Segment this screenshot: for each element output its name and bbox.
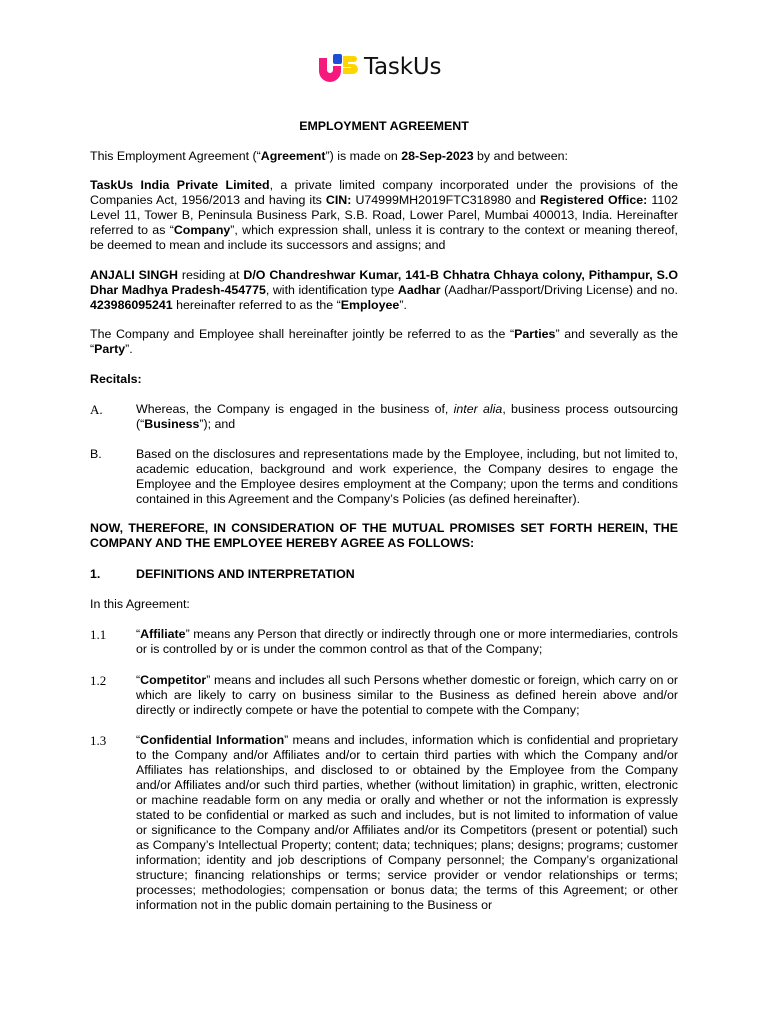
def-1-3-number: 1.3 — [90, 733, 107, 748]
intro-paragraph: This Employment Agreement (“Agreement”) is made on 28-Sep-2023 by and between: — [90, 149, 568, 163]
now-therefore-clause: NOW, THEREFORE, IN CONSIDERATION OF THE MUTUAL PROMISES SET FORTH HEREIN, THE COMPANY AND THE EMPLOYEE HEREBY AGREE AS FOLLOWS: — [90, 521, 678, 550]
def-1-3-text: “Confidential Information” means and includes, information which is confidential and proprietary to the Company and/or Affiliates and/or to certain third parties with which the Company and/or Affiliates has relationships, and disclosed to or obtained by the Employee from the Company and/or Affiliates and/or such third parties, whether (without limitation) in graphic, written, electronic or machine readable form on any media or orally and whether or not the information is expressly stated to be confidential or marked as such and includes, but is not limited to information of value or significance to the Company and/or Affiliates and/or its Competitors (present or potential) such as Company’s Intellectual Property; content; data; techniques; plans; designs; programs; customer information; identity and job descriptions of Company personnel; the Company’s organizational structure; financing relationships or terms; service provider or vendor relationships or terms; processes; methodologies; compensation or bonus data; the terms of this Agreement; or other information not in the public domain pertaining to the Business or — [136, 733, 678, 912]
taskus-logo-icon — [318, 52, 358, 82]
recitals-heading: Recitals: — [90, 372, 142, 386]
def-1-2-text: “Competitor” means and includes all such Persons whether domestic or foreign, which carry on or which are likely to carry on business similar to the Business as defined herein above and/or directly or indirectly compete or have the potential to compete with the Company; — [136, 673, 678, 717]
section-1-number: 1. — [90, 567, 101, 581]
brand-name: TaskUs — [364, 54, 442, 80]
recital-b-label: B. — [90, 447, 102, 461]
employee-paragraph: ANJALI SINGH residing at D/O Chandreshwar Kumar, 141-B Chhatra Chhaya colony, Pithampur, S.O Dhar Madhya Pradesh-454775, with identification type Aadhar (Aadhar/Passport/Driving License) and no. 423986095241 hereinafter referred to as the “Employee”. — [90, 268, 678, 312]
def-1-1-text: “Affiliate” means any Person that directly or indirectly through one or more intermediaries, controls or is controlled by or is under the common control as that of the Company; — [136, 627, 678, 656]
taskus-logo — [318, 50, 441, 84]
def-1-1-number: 1.1 — [90, 627, 107, 642]
recital-a-label: A. — [90, 402, 103, 417]
recital-b-text: Based on the disclosures and representations made by the Employee, including, but not limited to, academic education, background and work experience, the Company desires to engage the Employee and the Employee desires employment at the Company; upon the terms and conditions contained in this Agreement and the Company’s Policies (as defined hereinafter). — [136, 447, 678, 506]
company-paragraph: TaskUs India Private Limited, a private limited company incorporated under the provisions of the Companies Act, 1956/2013 and having its CIN: U74999MH2019FTC318980 and Registered Office: 1102 Level 11, Tower B, Peninsula Business Park, S.B. Road, Lower Parel, Mumbai 400013, India. Hereinafter referred to as “Company”, which expression shall, unless it is contrary to the context or meaning thereof, be deemed to mean and include its successors and assigns; and — [90, 178, 679, 252]
parties-paragraph: The Company and Employee shall hereinafter jointly be referred to as the “Parties” and severally as the “Party”. — [90, 327, 678, 356]
document-title: EMPLOYMENT AGREEMENT — [299, 119, 469, 133]
def-1-2-number: 1.2 — [90, 673, 107, 688]
in-this-agreement: In this Agreement: — [90, 597, 190, 611]
section-1-title: DEFINITIONS AND INTERPRETATION — [136, 567, 355, 581]
recital-a-text: Whereas, the Company is engaged in the business of, inter alia, business process outsourcing (“Business”); and — [136, 402, 678, 431]
